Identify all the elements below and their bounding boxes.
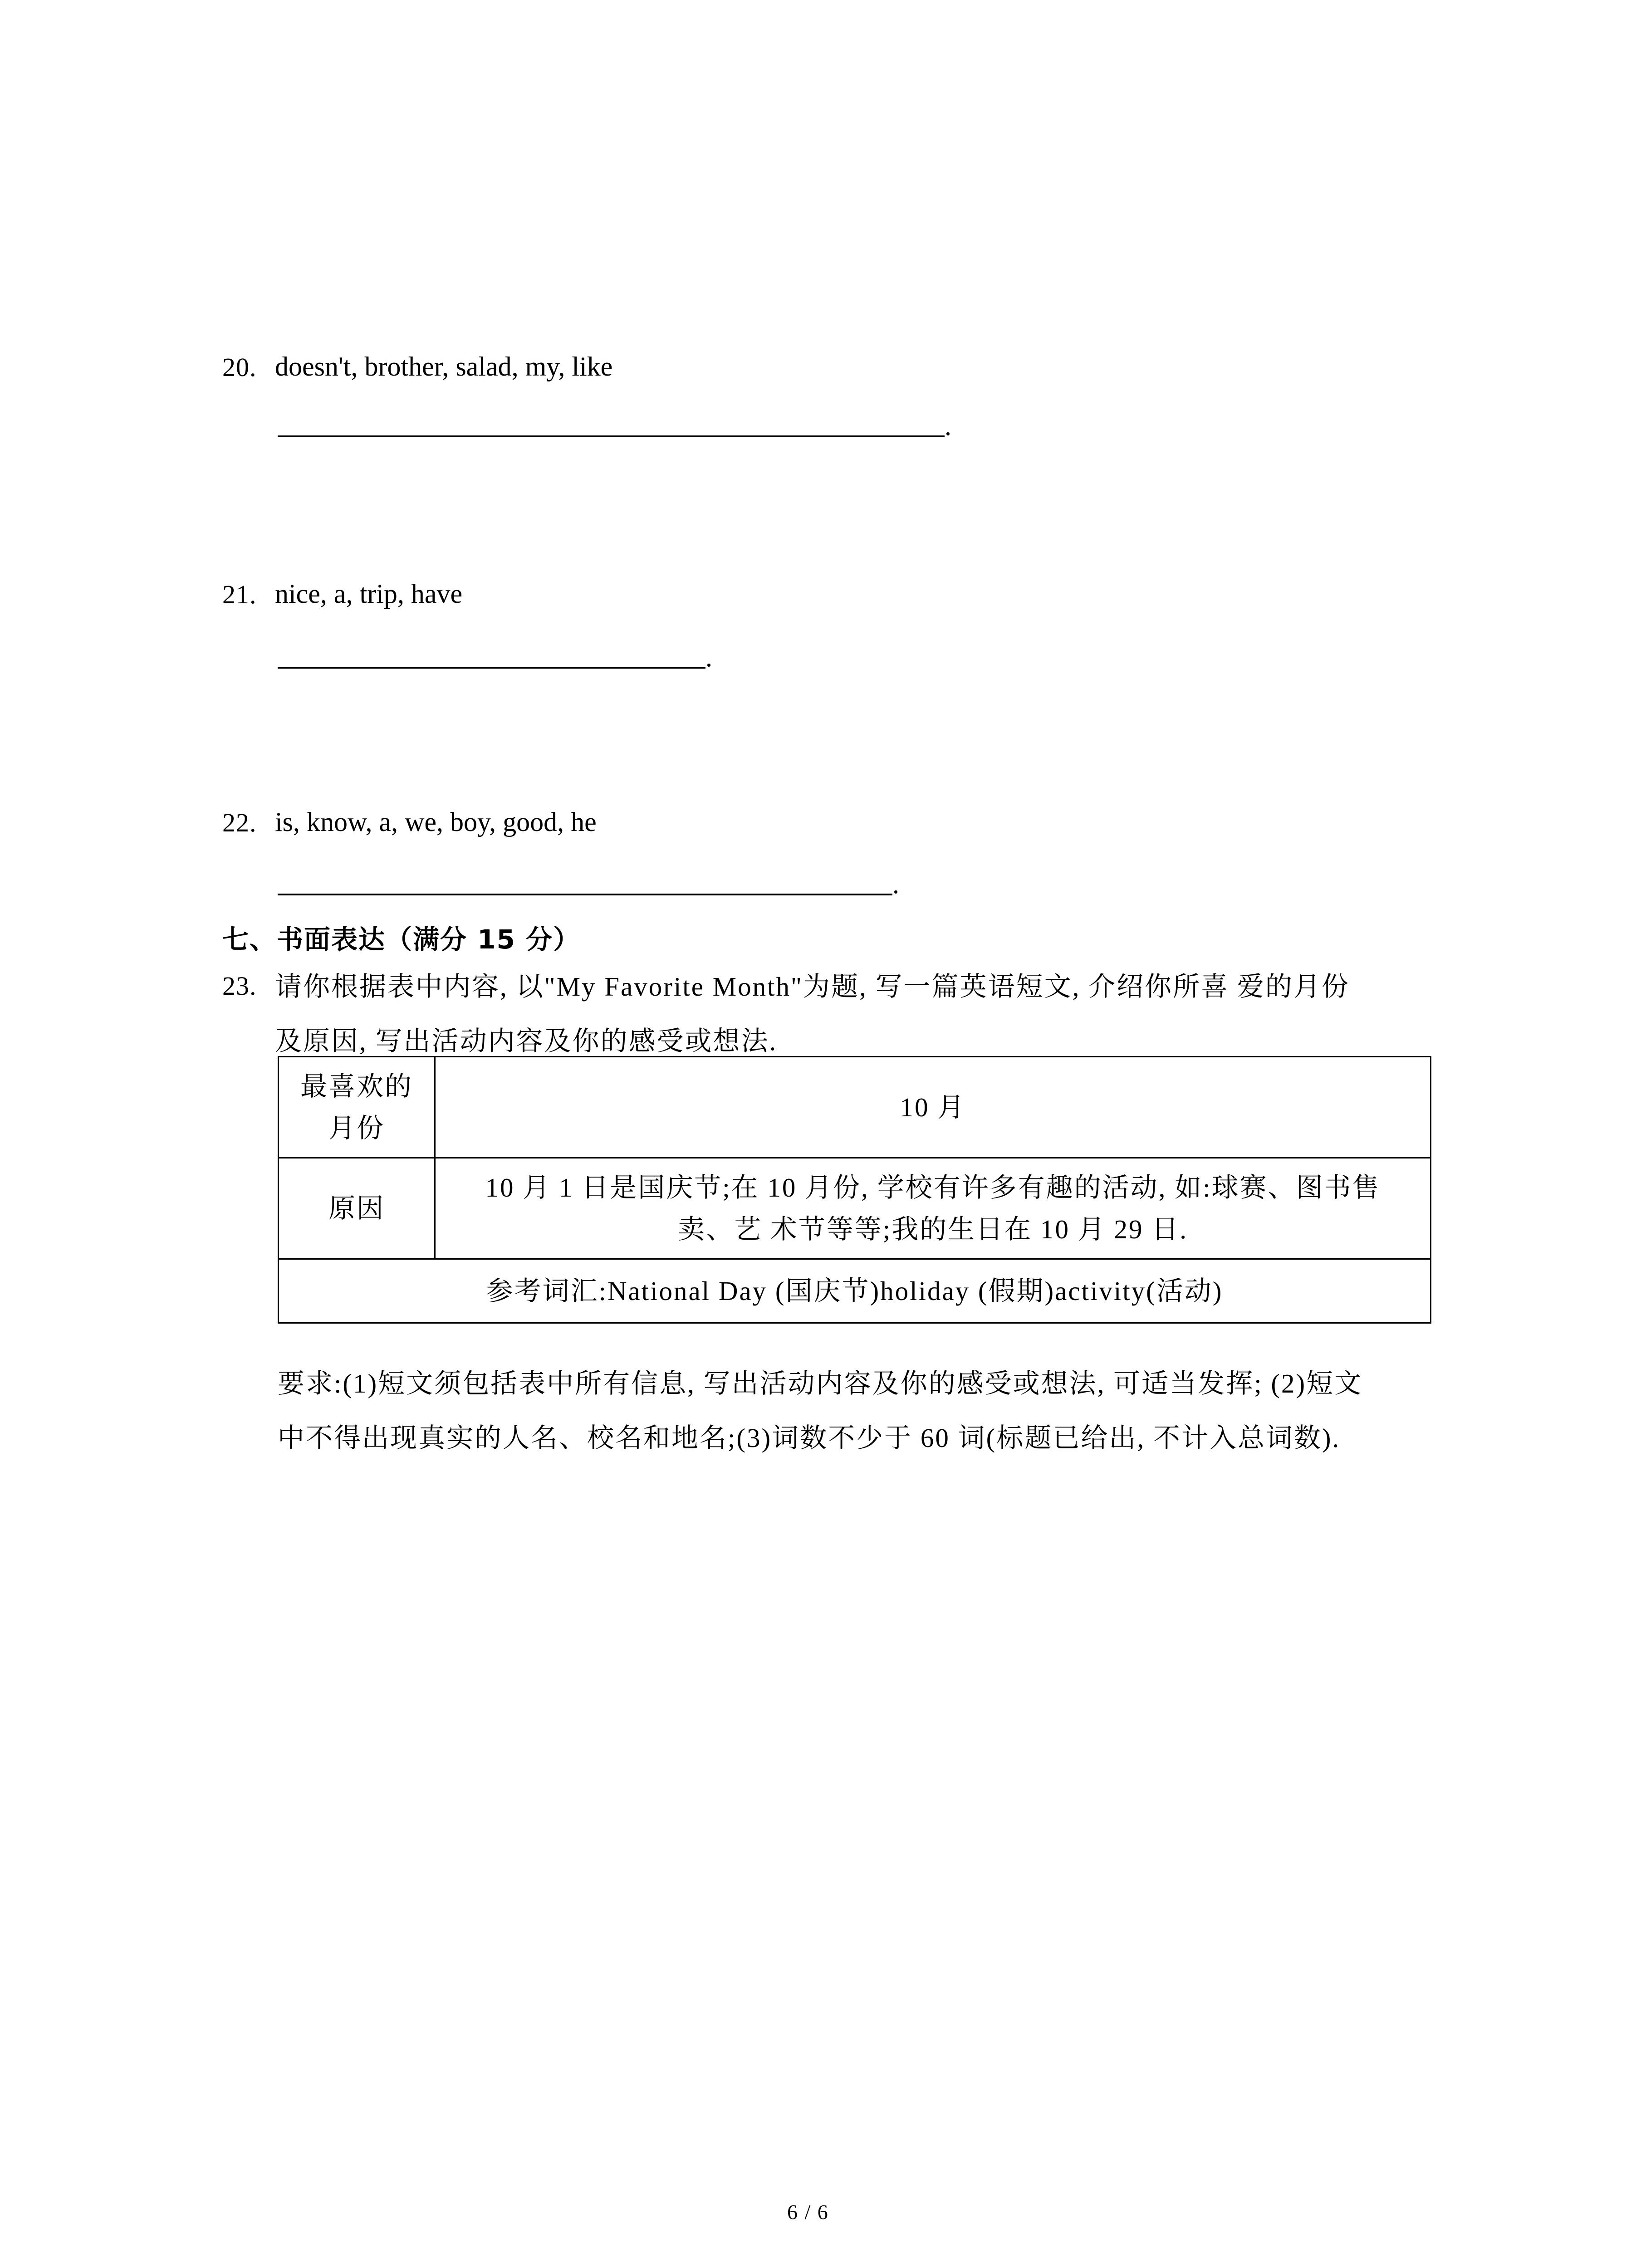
reference-vocabulary: 参考词汇:National Day (国庆节)holiday (假期)activity(活动) — [279, 1259, 1431, 1323]
requirements-line-2: 中不得出现真实的人名、校名和地名;(3)词数不少于 60 词(标题已给出, 不计入总词数). — [278, 1423, 1341, 1453]
question-20-period: . — [945, 411, 951, 441]
requirements-line-1: 要求:(1)短文须包括表中所有信息, 写出活动内容及你的感受或想法, 可适当发挥; (2)短文 — [278, 1369, 1363, 1398]
reason-label: 原因 — [279, 1158, 435, 1259]
question-22-number: 22. — [222, 808, 257, 837]
question-20-words: doesn't, brother, salad, my, like — [275, 352, 613, 381]
favorite-month-value: 10 月 — [435, 1057, 1431, 1158]
favorite-month-label — [279, 1057, 435, 1158]
favorite-month-label-line-2: 月份 — [328, 1113, 385, 1144]
table-row — [279, 1158, 1431, 1259]
question-21-answer-line[interactable] — [278, 667, 705, 669]
question-22-words: is, know, a, we, boy, good, he — [275, 807, 597, 837]
question-21-period: . — [705, 642, 712, 672]
requirements — [278, 1356, 1457, 1465]
info-table — [278, 1056, 1431, 1324]
reason-value — [435, 1158, 1431, 1259]
question-20-number: 20. — [222, 352, 257, 382]
section-heading: 七、书面表达（满分 15 分） — [222, 924, 581, 955]
question-23-prompt — [275, 959, 1455, 1068]
reason-value-line-2: 卖、艺 术节等等;我的生日在 10 月 29 日. — [678, 1214, 1188, 1245]
page-number: 6 / 6 — [787, 2200, 829, 2224]
reason-value-line-1: 10 月 1 日是国庆节;在 10 月份, 学校有许多有趣的活动, 如:球赛、图书售 — [485, 1173, 1381, 1203]
favorite-month-label-line-1: 最喜欢的 — [300, 1071, 413, 1102]
question-21-number: 21. — [222, 580, 257, 609]
question-21-words: nice, a, trip, have — [275, 579, 463, 609]
table-row — [279, 1057, 1431, 1158]
question-23-number: 23. — [222, 971, 257, 1001]
question-22-period: . — [892, 869, 899, 899]
question-22-answer-line[interactable] — [278, 894, 892, 895]
table-row — [279, 1259, 1431, 1323]
question-23-prompt-line-2: 及原因, 写出活动内容及你的感受或想法. — [275, 1026, 778, 1056]
question-20-answer-line[interactable] — [278, 435, 945, 437]
question-23-prompt-line-1: 请你根据表中内容, 以"My Favorite Month"为题, 写一篇英语短文, 介绍你所喜 爱的月份 — [275, 972, 1350, 1002]
